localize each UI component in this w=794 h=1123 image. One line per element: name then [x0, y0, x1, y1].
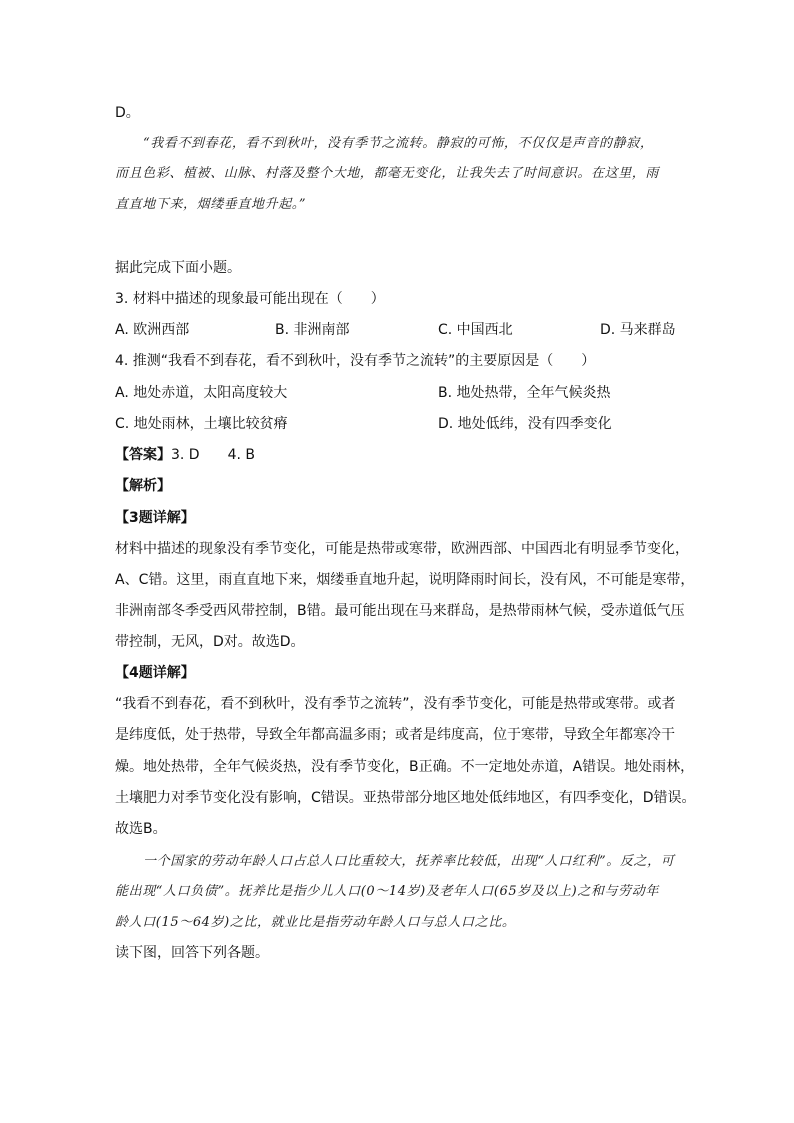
detail-3-line-3: 非洲南部冬季受西风带控制，B错。最可能出现在马来群岛，是热带雨林气候，受赤道低气压 [115, 603, 685, 619]
q3-option-a: A. 欧洲西部 [115, 322, 190, 338]
intro-tail: D。 [115, 105, 140, 121]
instruction-2: 读下图，回答下列各题。 [115, 945, 269, 961]
q3-option-b: B. 非洲南部 [275, 322, 350, 338]
detail-4-line-5: 故选B。 [115, 821, 167, 837]
quote-line-1: “我看不到春花，看不到秋叶，没有季节之流转。静寂的可怖，不仅仅是声音的静寂， [143, 136, 654, 151]
detail-3-line-2: A、C错。这里，雨直直地下来，烟缕垂直地升起，说明降雨时间长，没有风，不可能是寒带， [115, 572, 695, 588]
detail-4-label: 【4题详解】 [115, 665, 195, 681]
answer-text: 3. D 4. B [171, 447, 255, 463]
q4-option-b: B. 地处热带，全年气候炎热 [438, 385, 611, 401]
detail-4-line-3: 燥。地处热带，全年气候炎热，没有季节变化，B正确。不一定地处赤道，A错误。地处雨林， [115, 759, 695, 775]
q3-option-c: C. 中国西北 [438, 322, 513, 338]
quote-line-3: 直直地下来，烟缕垂直地升起。” [115, 197, 307, 212]
detail-4-line-2: 是纬度低，处于热带，导致全年都高温多雨；或者是纬度高，位于寒带，导致全年都寒冷干 [115, 727, 675, 743]
question-4-stem: 4. 推测“我看不到春花，看不到秋叶，没有季节之流转”的主要原因是（ ） [115, 353, 596, 369]
detail-4-line-1: “我看不到春花，看不到秋叶，没有季节之流转”，没有季节变化，可能是热带或寒带。或者 [115, 696, 676, 712]
detail-3-label: 【3题详解】 [115, 510, 195, 526]
q4-option-c: C. 地处雨林，土壤比较贫瘠 [115, 416, 288, 432]
detail-3-line-4: 带控制，无风，D对。故选D。 [115, 634, 305, 650]
analysis-label: 【解析】 [115, 478, 171, 494]
material-line-3: 龄人口(15～64岁)之比，就业比是指劳动年龄人口与总人口之比。 [115, 915, 516, 930]
instruction-1: 据此完成下面小题。 [115, 260, 241, 276]
detail-3-line-1: 材料中描述的现象没有季节变化，可能是热带或寒带，欧洲西部、中国西北有明显季节变化， [115, 541, 689, 557]
question-3-stem: 3. 材料中描述的现象最可能出现在（ ） [115, 291, 385, 307]
answer-line [115, 445, 255, 465]
material-line-2: 能出现“人口负债”。抚养比是指少儿人口(0～14岁)及老年人口(65岁及以上)之和与劳动年 [115, 884, 659, 899]
q3-option-d: D. 马来群岛 [600, 322, 676, 338]
detail-4-line-4: 土壤肥力对季节变化没有影响，C错误。亚热带部分地区地处低纬地区，有四季变化，D错误。 [115, 790, 696, 806]
q4-option-d: D. 地处低纬，没有四季变化 [438, 416, 612, 432]
answer-label: 【答案】 [115, 447, 171, 463]
q4-option-a: A. 地处赤道，太阳高度较大 [115, 385, 288, 401]
material-line-1: 一个国家的劳动年龄人口占总人口比重较大，抚养率比较低，出现“人口红利”。反之，可 [143, 854, 675, 869]
quote-line-2: 而且色彩、植被、山脉、村落及整个大地，都毫无变化，让我失去了时间意识。在这里，雨 [115, 166, 660, 181]
